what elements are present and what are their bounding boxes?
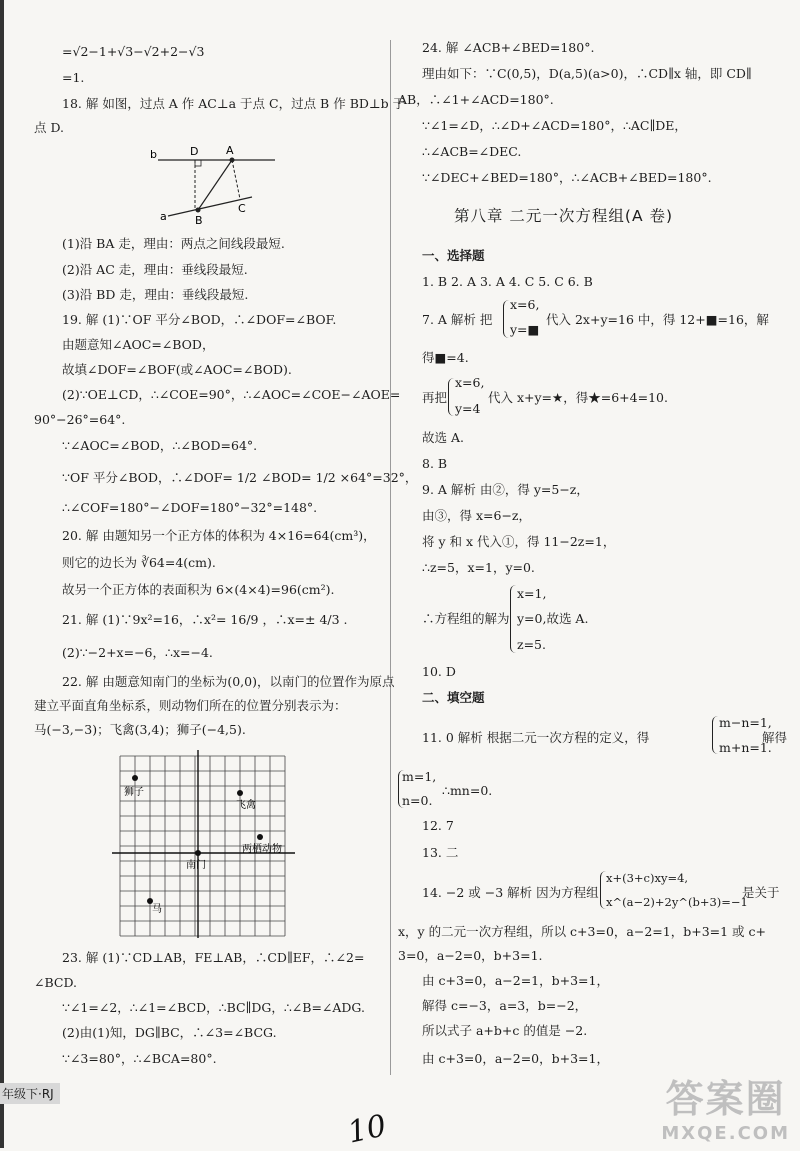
text-line: ∵∠1=∠2，∴∠1=∠BCD，∴BC∥DG，∴∠B=∠ADG.	[62, 1000, 365, 1015]
text-line: 建立平面直角坐标系，则动物们所在的位置分别表示为：	[34, 698, 347, 713]
system-line: y=0,故选 A.	[517, 611, 589, 626]
text-line: (3)沿 BD 走，理由：垂线段最短.	[62, 287, 249, 302]
system-line: y=4	[455, 401, 481, 416]
system-line: x=6,	[510, 297, 540, 312]
text-line: 解得	[762, 730, 788, 745]
section-heading: 二、填空题	[422, 690, 485, 705]
text-line: 马(−3,−3)；飞禽(3,4)；狮子(−4,5).	[34, 722, 246, 737]
system-line: x=6,	[455, 375, 485, 390]
text-line: (2)沿 AC 走，理由：垂线段最短.	[62, 262, 248, 277]
problem-12: 12. 7	[422, 818, 454, 833]
text-line: AB，∴∠1+∠ACD=180°.	[398, 92, 554, 107]
system-line: m=1,	[402, 769, 437, 784]
text-line: 90°−26°=64°.	[34, 412, 126, 427]
text-line: ∴mn=0.	[442, 783, 493, 798]
binding-edge	[0, 0, 4, 1148]
label-c: C	[238, 202, 246, 215]
label-bpoint: B	[195, 214, 203, 227]
figure-lines-ab	[140, 140, 290, 230]
problem-18: 18. 解 如图，过点 A 作 AC⊥a 于点 C，过点 B 作 BD⊥b 于	[62, 96, 406, 111]
answers-1-6: 1. B 2. A 3. A 4. C 5. C 6. B	[422, 274, 593, 289]
problem-7: 7. A 解析 把	[422, 312, 493, 327]
text-line: 故选 A.	[422, 430, 464, 445]
column-divider	[390, 40, 391, 1075]
text-line: ∠BCD.	[34, 975, 78, 990]
brace	[503, 300, 509, 338]
watermark-url: MXQE.COM	[661, 1123, 790, 1144]
text-line: (2)∵−2+x=−6，∴x=−4.	[62, 645, 213, 660]
problem-11: 11. 0 解析 根据二元一次方程的定义，得	[422, 730, 650, 745]
problem-8: 8. B	[422, 456, 448, 471]
text-line: 则它的边长为 ∛64=4(cm).	[62, 555, 216, 570]
brace	[712, 716, 718, 754]
problem-20: 20. 解 由题知另一个正方体的体积为 4×16=64(cm³)，	[62, 528, 376, 543]
problem-24: 24. 解 ∠ACB+∠BED=180°.	[422, 40, 595, 55]
text-line: 所以式子 a+b+c 的值是 −2.	[422, 1023, 588, 1038]
label-reptile: 两栖动物	[242, 844, 282, 855]
text-line: 代入 x+y=★，得★=6+4=10.	[488, 390, 668, 405]
text-line: 故另一个正方体的表面积为 6×(4×4)=96(cm²).	[62, 582, 335, 597]
problem-10: 10. D	[422, 664, 456, 679]
text-line: 代入 2x+y=16 中，得 12+■=16，解	[546, 312, 769, 327]
system-line: x+(3+c)xy=4,	[606, 871, 689, 885]
text-line: =√2−1+√3−√2+2−√3	[62, 44, 205, 59]
label-apoint: A	[226, 144, 234, 157]
text-line: 由 c+3=0，a−2=1，b+3=1，	[422, 973, 609, 988]
text-line: 解得 c=−3，a=3，b=−2，	[422, 998, 588, 1013]
label-south-gate: 南门	[186, 860, 206, 871]
problem-14: 14. −2 或 −3 解析 因为方程组	[422, 885, 599, 900]
system-line: n=0.	[402, 793, 433, 808]
text-line: ∵∠3=80°，∴∠BCA=80°.	[62, 1051, 217, 1066]
chapter-title: 第八章 二元一次方程组(A 卷)	[454, 207, 674, 225]
label-b: b	[150, 148, 157, 161]
text-line: 点 D.	[34, 120, 65, 135]
system-line: y=■	[510, 322, 540, 337]
text-line: ∵∠DEC+∠BED=180°，∴∠ACB+∠BED=180°.	[422, 170, 712, 185]
label-d: D	[190, 145, 199, 158]
text-line: ∵∠AOC=∠BOD，∴∠BOD=64°.	[62, 438, 258, 453]
text-line: ∵OF 平分∠BOD，∴∠DOF= 1/2 ∠BOD= 1/2 ×64°=32°，	[62, 470, 418, 485]
text-line: 得■=4.	[422, 350, 469, 365]
label-lion: 狮子	[124, 787, 144, 798]
text-line: ∴∠ACB=∠DEC.	[422, 144, 522, 159]
text-line: ∵∠1=∠D，∴∠D+∠ACD=180°，∴AC∥DE，	[422, 118, 687, 133]
footer-grade-label: 年级下·RJ	[0, 1083, 60, 1104]
text-line: (1)沿 BA 走，理由：两点之间线段最短.	[62, 236, 285, 251]
system-line: x=1,	[517, 586, 547, 601]
system-line: z=5.	[517, 637, 546, 652]
brace	[510, 585, 516, 653]
text-line: x，y 的二元一次方程组，所以 c+3=0，a−2=1，b+3=1 或 c+	[398, 924, 766, 939]
text-line: 将 y 和 x 代入①，得 11−2z=1，	[422, 534, 616, 549]
text-line: 由题意知∠AOC=∠BOD，	[62, 337, 215, 352]
text-line: =1.	[62, 70, 85, 85]
system-line: x^(a−2)+2y^(b+3)=−1	[606, 895, 748, 909]
text-line: ∴方程组的解为	[422, 611, 510, 626]
text-line: 由③，得 x=6−z，	[422, 508, 532, 523]
text-line: 故填∠DOF=∠BOF(或∠AOC=∠BOD).	[62, 362, 292, 377]
text-line: 3=0，a−2=0，b+3=1.	[398, 948, 543, 963]
text-line: ∴∠COF=180°−∠DOF=180°−32°=148°.	[62, 500, 318, 515]
text-line: (2)由(1)知，DG∥BC，∴∠3=∠BCG.	[62, 1025, 277, 1040]
text-line: 是关于	[742, 885, 780, 900]
text-line: 再把	[422, 390, 448, 405]
label-bird: 飞禽	[236, 800, 256, 811]
text-line: ∴z=5，x=1，y=0.	[422, 560, 535, 575]
problem-23: 23. 解 (1)∵CD⊥AB，FE⊥AB，∴CD∥EF，∴∠2=	[62, 950, 365, 965]
watermark-logo	[661, 1068, 790, 1144]
problem-22: 22. 解 由题意知南门的坐标为(0,0)，以南门的位置作为原点	[62, 674, 395, 689]
brace	[448, 378, 454, 416]
problem-9: 9. A 解析 由②，得 y=5−z，	[422, 482, 589, 497]
text-line: 理由如下：∵C(0,5)，D(a,5)(a>0)，∴CD∥x 轴，即 CD∥	[422, 66, 752, 81]
text-line: (2)∵OE⊥CD，∴∠COE=90°，∴∠AOC=∠COE−∠AOE=	[62, 387, 401, 402]
problem-21: 21. 解 (1)∵9x²=16，∴x²= 16/9 ，∴x=± 4/3 .	[62, 612, 348, 627]
watermark-text: 答案圈	[665, 1077, 786, 1121]
label-a: a	[160, 210, 167, 223]
text-line: 由 c+3=0，a−2=0，b+3=1，	[422, 1051, 609, 1066]
problem-13: 13. 二	[422, 845, 459, 860]
system-line: m−n=1,	[719, 715, 772, 730]
system-line: m+n=1.	[719, 740, 772, 755]
handwritten-page-number: 10	[344, 1108, 390, 1151]
section-heading: 一、选择题	[422, 248, 485, 263]
problem-19: 19. 解 (1)∵OF 平分∠BOD，∴∠DOF=∠BOF.	[62, 312, 337, 327]
label-horse: 马	[152, 904, 162, 915]
coordinate-grid	[110, 748, 300, 938]
